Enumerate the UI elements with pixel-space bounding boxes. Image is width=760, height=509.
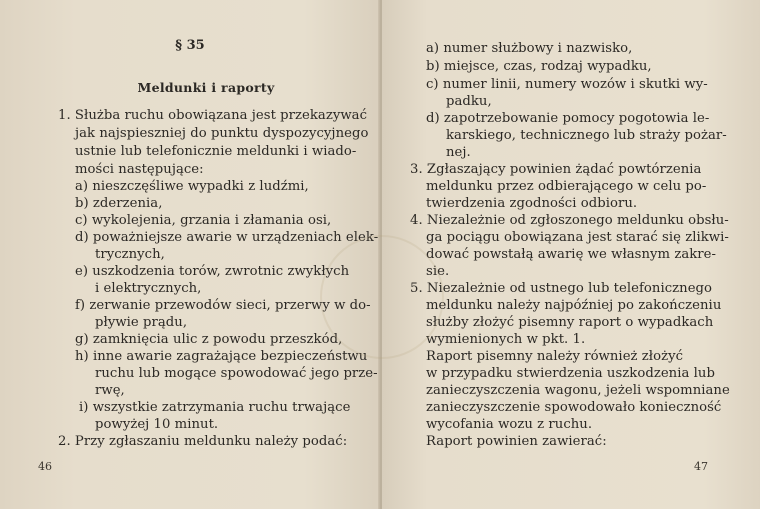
section-title: Meldunki i raporty	[137, 80, 275, 95]
text-line: 3. Zgłaszający powinien żądać powtórzenia	[410, 162, 702, 177]
text-line: padku,	[446, 94, 492, 109]
text-line: trycznych,	[95, 247, 165, 262]
text-line: f) zerwanie przewodów sieci, przerwy w do-	[75, 298, 371, 313]
text-line: karskiego, technicznego lub straży pożar-	[446, 128, 727, 143]
text-line: c) numer linii, numery wozów i skutki wy-	[426, 77, 708, 92]
text-line: wymienionych w pkt. 1.	[426, 332, 586, 347]
text-line: sie.	[426, 264, 450, 279]
text-line: a) nieszczęśliwe wypadki z ludźmi,	[75, 179, 309, 194]
text-line: służby złożyć pisemny raport o wypadkach	[426, 315, 714, 330]
text-line: wycofania wozu z ruchu.	[426, 417, 593, 432]
section-number: § 35	[175, 38, 205, 53]
text-line: e) uszkodzenia torów, zwrotnic zwykłych	[75, 264, 350, 279]
text-line: meldunku przez odbierającego w celu po-	[426, 179, 707, 194]
text-line: 4. Niezależnie od zgłoszonego meldunku obsłu-	[410, 213, 729, 228]
text-line: ga pociągu obowiązana jest starać się zlikwi-	[426, 230, 729, 245]
text-line: d) zapotrzebowanie pomocy pogotowia le-	[426, 111, 710, 126]
text-line: i elektrycznych,	[95, 281, 202, 296]
text-line: twierdzenia zgodności odbioru.	[426, 196, 638, 211]
text-line: b) miejsce, czas, rodzaj wypadku,	[426, 59, 652, 74]
text-line: powyżej 10 minut.	[95, 417, 219, 432]
text-line: h) inne awarie zagrażające bezpieczeństwu	[75, 349, 368, 364]
text-line: 1. Służba ruchu obowiązana jest przekazywać	[58, 108, 368, 123]
text-line: dować powstałą awarię we własnym zakre-	[426, 247, 717, 262]
text-line: c) wykolejenia, grzania i złamania osi,	[75, 213, 332, 228]
page-number: 47	[694, 460, 708, 473]
page-number: 46	[38, 460, 52, 473]
text-line: zanieczyszczenia wagonu, jeżeli wspomniane	[426, 383, 730, 398]
text-line: ruchu lub mogące spowodować jego prze-	[95, 366, 378, 381]
text-line: g) zamknięcia ulic z powodu przeszkód,	[75, 332, 343, 347]
right-page	[382, 0, 760, 509]
text-line: pływie prądu,	[95, 315, 188, 330]
text-line: 5. Niezależnie od ustnego lub telefonicznego	[410, 281, 713, 296]
text-line: Raport powinien zawierać:	[426, 434, 607, 449]
text-line: 2. Przy zgłaszaniu meldunku należy podać:	[58, 434, 348, 449]
text-line: meldunku należy najpóźniej po zakończeniu	[426, 298, 722, 313]
text-line: b) zderzenia,	[75, 196, 163, 211]
text-line: rwę,	[95, 383, 125, 398]
text-line: zanieczyszczenie spowodowało konieczność	[426, 400, 722, 415]
text-line: nej.	[446, 145, 471, 160]
text-line: w przypadku stwierdzenia uszkodzenia lub	[426, 366, 715, 381]
text-line: i) wszystkie zatrzymania ruchu trwające	[79, 400, 351, 415]
text-line: d) poważniejsze awarie w urządzeniach elek-	[75, 230, 379, 245]
text-line: a) numer służbowy i nazwisko,	[426, 41, 633, 56]
text-line: ustnie lub telefonicznie meldunki i wiado-	[75, 144, 357, 159]
text-line: mości następujące:	[75, 162, 204, 177]
text-line: Raport pisemny należy również złożyć	[426, 349, 684, 364]
text-line: jak najspieszniej do punktu dyspozycyjnego	[75, 126, 369, 141]
